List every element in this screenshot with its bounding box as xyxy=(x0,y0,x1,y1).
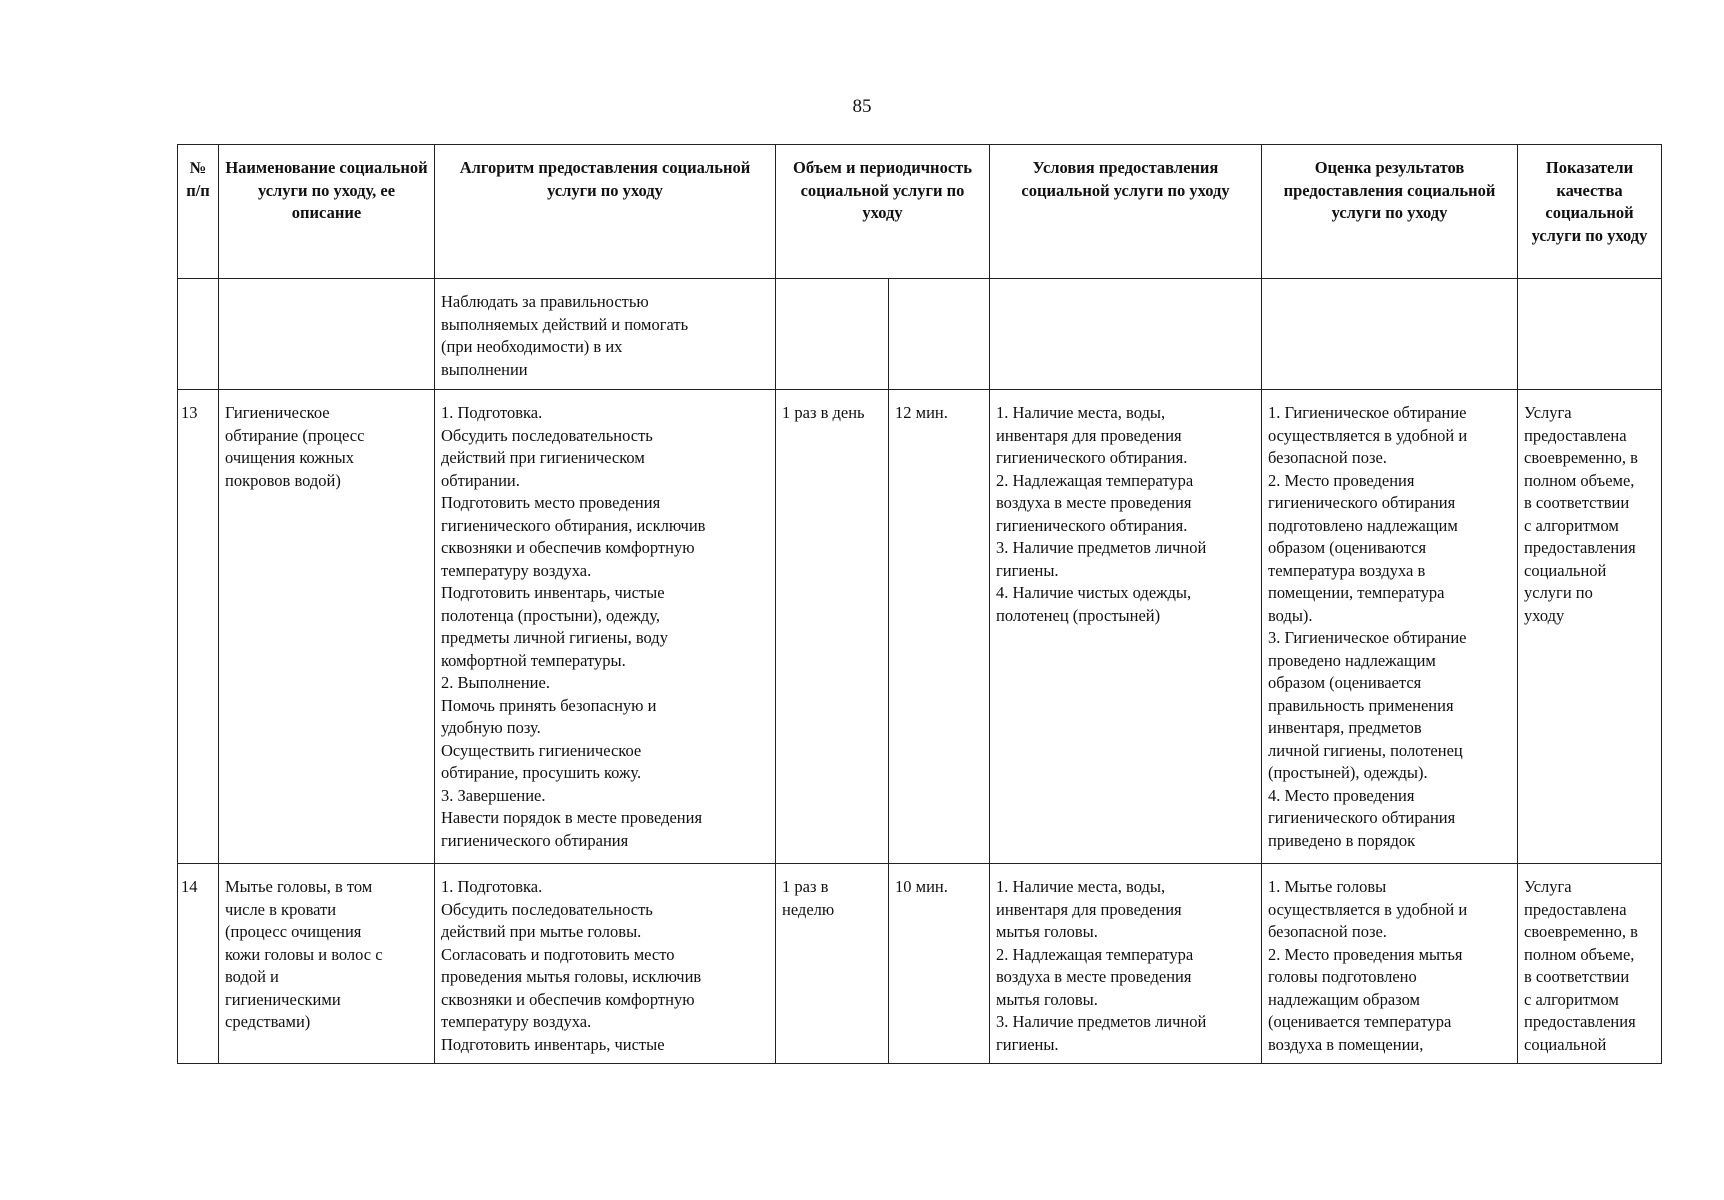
cell-name: Мытье головы, в том числе в кровати (процесс очищения кожи головы и волос с водой и гигиеническими средствами) xyxy=(219,864,435,1064)
cell-frequency: 1 раз в неделю xyxy=(776,864,889,1064)
header-quality: Показатели качества социальной услуги по уходу xyxy=(1518,145,1662,279)
cell-algorithm: 1. Подготовка. Обсудить последовательность действий при гигиеническом обтирании. Подготовить место проведения гигиенического обтирания, исключив сквозняки и обеспечив комфортную температуру воздуха. Подготовить инвентарь, чистые полотенца (простыни), одежду, предметы личной гигиены, воду комфортной температуры. 2. Выполнение. Помочь принять безопасную и удобную позу. Осуществить гигиеническое обтирание, просушить кожу. 3. Завершение. Навести порядок в месте проведения гигиенического обтирания xyxy=(435,390,776,864)
header-algorithm: Алгоритм предоставления социальной услуги по уходу xyxy=(435,145,776,279)
cell-evaluation: 1. Мытье головы осуществляется в удобной и безопасной позе. 2. Место проведения мытья головы подготовлено надлежащим образом (оценивается температура воздуха в помещении, xyxy=(1262,864,1518,1064)
cell-conditions: 1. Наличие места, воды, инвентаря для проведения гигиенического обтирания. 2. Надлежащая температура воздуха в месте проведения гигиенического обтирания. 3. Наличие предметов личной гигиены. 4. Наличие чистых одежды, полотенец (простыней) xyxy=(990,390,1262,864)
cell-quality: Услуга предоставлена своевременно, в полном объеме, в соответствии с алгоритмом предоставления социальной xyxy=(1518,864,1662,1064)
cell-empty xyxy=(776,279,889,390)
cell-evaluation: 1. Гигиеническое обтирание осуществляется в удобной и безопасной позе. 2. Место проведения гигиенического обтирания подготовлено надлежащим образом (оцениваются температура воздуха в помещении, температура воды). 3. Гигиеническое обтирание проведено надлежащим образом (оценивается правильность применения инвентаря, предметов личной гигиены, полотенец (простыней), одежды). 4. Место проведения гигиенического обтирания приведено в порядок xyxy=(1262,390,1518,864)
cell-empty xyxy=(219,279,435,390)
page-number: 85 xyxy=(852,96,872,117)
header-name: Наименование социальной услуги по уходу, ее описание xyxy=(219,145,435,279)
cell-frequency: 1 раз в день xyxy=(776,390,889,864)
header-conditions: Условия предоставления социальной услуги по уходу xyxy=(990,145,1262,279)
cell-empty xyxy=(889,279,990,390)
cell-empty xyxy=(990,279,1262,390)
table-row xyxy=(178,864,1662,1064)
table-row-continuation xyxy=(178,279,1662,390)
cell-algorithm: Наблюдать за правильностью выполняемых действий и помогать (при необходимости) в их выполнении xyxy=(435,279,776,390)
header-num: № п/п xyxy=(178,145,219,279)
services-table xyxy=(177,144,1662,1064)
cell-duration: 10 мин. xyxy=(889,864,990,1064)
cell-empty xyxy=(1518,279,1662,390)
header-volume: Объем и периодичность социальной услуги по уходу xyxy=(776,145,990,279)
table-header-row xyxy=(178,145,1662,279)
cell-duration: 12 мин. xyxy=(889,390,990,864)
header-evaluation: Оценка результатов предоставления социальной услуги по уходу xyxy=(1262,145,1518,279)
cell-empty xyxy=(1262,279,1518,390)
cell-algorithm: 1. Подготовка. Обсудить последовательность действий при мытье головы. Согласовать и подготовить место проведения мытья головы, исключив сквозняки и обеспечив комфортную температуру воздуха. Подготовить инвентарь, чистые xyxy=(435,864,776,1064)
cell-empty xyxy=(178,279,219,390)
cell-num: 13 xyxy=(178,390,219,864)
cell-num: 14 xyxy=(178,864,219,1064)
cell-name: Гигиеническое обтирание (процесс очищения кожных покровов водой) xyxy=(219,390,435,864)
cell-quality: Услуга предоставлена своевременно, в полном объеме, в соответствии с алгоритмом предоставления социальной услуги по уходу xyxy=(1518,390,1662,864)
table-row xyxy=(178,390,1662,864)
cell-conditions: 1. Наличие места, воды, инвентаря для проведения мытья головы. 2. Надлежащая температура воздуха в месте проведения мытья головы. 3. Наличие предметов личной гигиены. xyxy=(990,864,1262,1064)
